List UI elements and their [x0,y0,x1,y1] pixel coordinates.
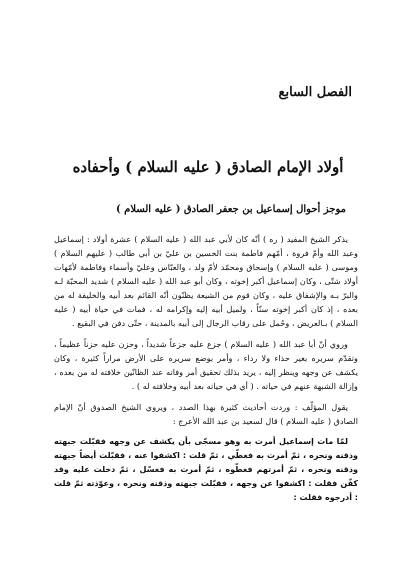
section-heading: موجز أحوال إسماعيل بن جعفر الصادق ( عليه السلام ) [115,204,346,215]
paragraph-3: يقول المؤلّف : وردت أحاديث كثيرة بهذا الصدد ، ويروي الشيخ الصدوق أنّ الإمام الصادق ( عليه السلام ) قال لسعيد بن عبد الله الأعرج : [54,402,358,426]
paragraph-2: وروي أنّ أبا عبد الله ( عليه السلام ) جزع عليه جزعاً شديداً ، وحزن عليه حزناً عظيماً ، وتقدّم سريره بغير حذاء ولا رداء ، وأمر بوضع سريره على الأرض مراراً كثيرة ، وكان يكشف عن وجهه وينظر إليه ، يريد بذلك تحقيق أمر وفاته عند الظانّين خلافته له من بعده ، وإزالة الشبهة عنهم في حياته . ( أي في حياته بعد أبيه وخلافته له ) . [54,339,358,391]
paragraph-4-quote: لمّا مات إسماعيل أمرت به وهو مسجّى بأن يكشف عن وجهه فقبّلت جبهته وذقنه ونحره ، ثمّ أمرت به فغطّي ، ثمّ قلت : اكشفوا عنه ، فقبّلت أيضاً جبهته وذقنه ونحره ، ثمّ أمرتهم فغطّوه ، ثمّ أمرت به فغسّل ، ثمّ دخلت عليه وقد كفّن فقلت : اكشفوا عن وجهه ، فقبّلت جبهته وذقنه ونحره ، وعوّذته ثمّ قلت : أدرجوه فقلت : [54,437,358,502]
main-title: أولاد الإمام الصادق ( عليه السلام ) وأحفاده [72,158,344,176]
paragraph-1: يذكر الشيخ المفيد ( ره ) أنّه كان لأبي عبد الله ( عليه السلام ) عشرة أولاد : إسماعيل وعبد الله وأمّ فروة ، أمّهم فاطمة بنت الحسين بن عليّ بن أبي طالب ( عليهم السلام ) وموسى ( عليه السلام ) وإسحاق ومحمّد لأمّ ولد ، والعبّاس وعليّ وأسماء وفاطمة لأمّهات أولاد شتّى ، وكان إسماعيل أكبر إخوته ، وكان أبو عبد الله ( عليه السلام ) شديد المحبّة لـه والبرّ بـه والإشفاق عليه ، وكان قوم من الشيعة يظنّون أنّه القائم بعد أبيه والخليفة له من بعده ، إذ كان أكبر إخوته سنّاً ، ولميل أبيه إليه وإكرامه له ، فمات في حياة أبيه ( عليه السلام ) بـالعريض ، وحُمل على رقاب الرجال إلى أبيه بالمدينة ، حتّى دفن في البقيع . [54,234,358,328]
chapter-title: الفصل السابع [278,85,352,100]
body-text [54,232,358,512]
